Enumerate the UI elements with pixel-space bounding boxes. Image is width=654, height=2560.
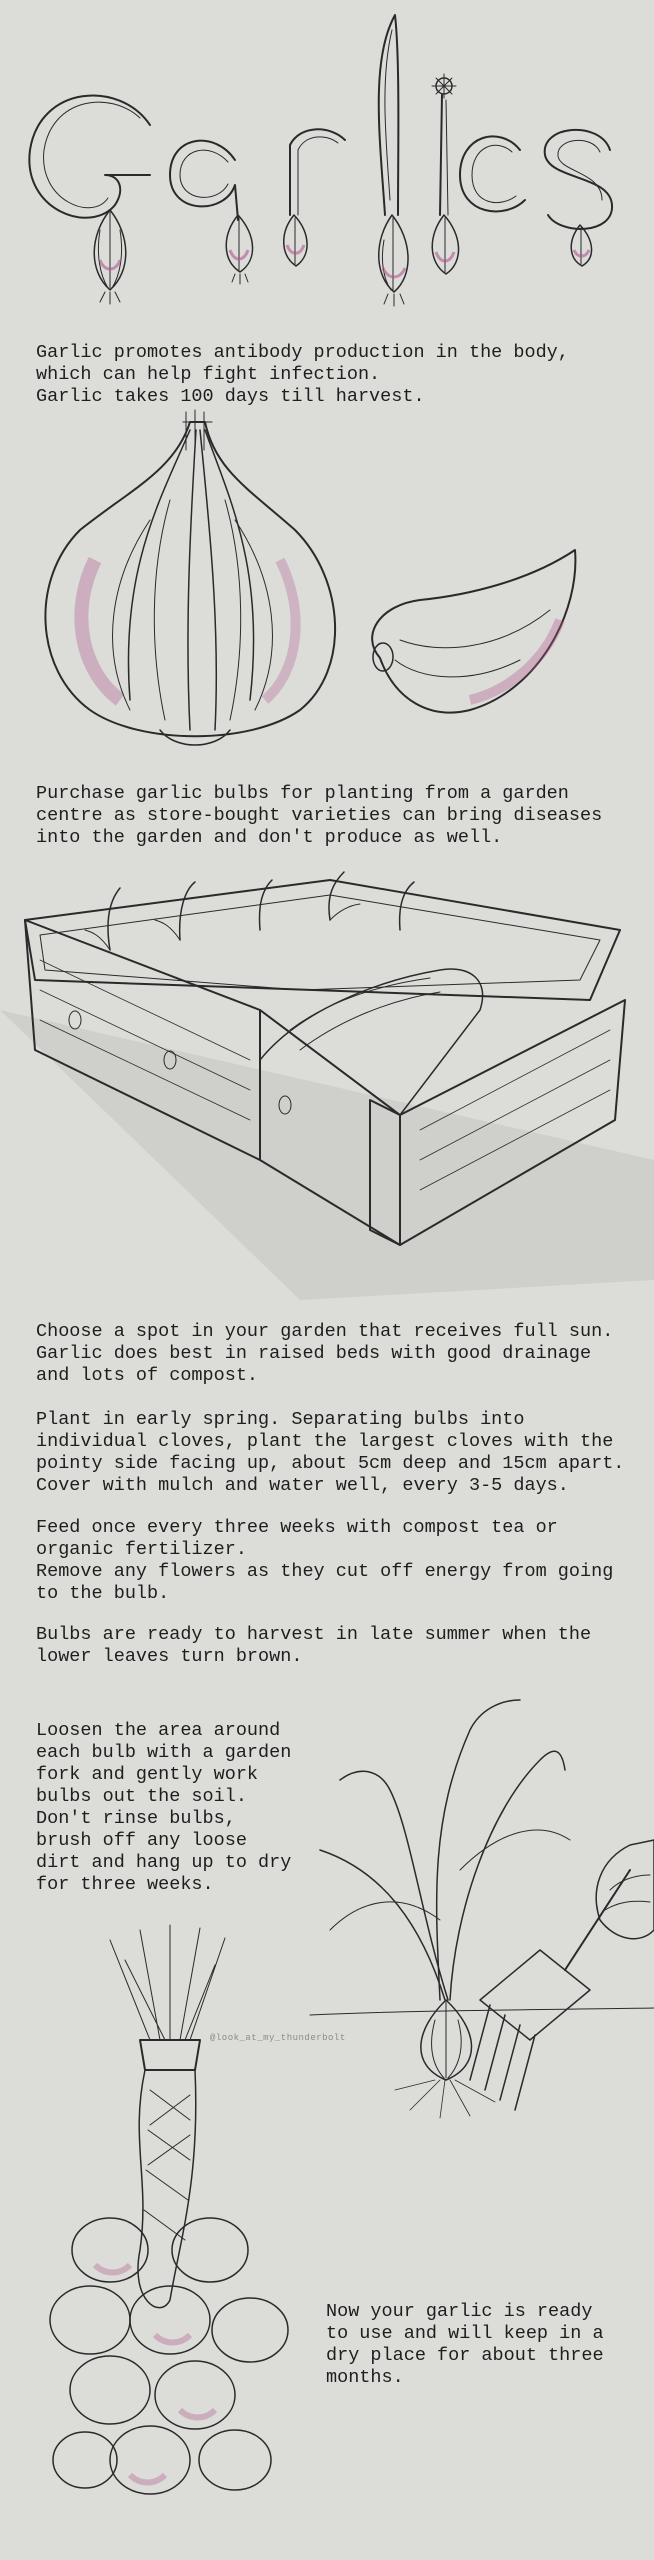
garlic-braid-illustration — [30, 1920, 350, 2540]
garlic-bulb-illustration — [0, 410, 654, 770]
loosen-text: Loosen the area around each bulb with a garden fork and gently work bulbs out the soil. Don't rinse bulbs, brush off any loose dirt and hang up to dry for three weeks. — [36, 1720, 292, 1895]
spot-text: Choose a spot in your garden that receives full sun. Garlic does best in raised beds with good drainage and lots of compost. — [36, 1321, 614, 1386]
ready-text: Now your garlic is ready to use and will keep in a dry place for about three months. — [326, 2301, 604, 2388]
artist-watermark: @look_at_my_thunderbolt — [210, 2033, 346, 2043]
harvest-text: Bulbs are ready to harvest in late summer when the lower leaves turn brown. — [36, 1624, 592, 1667]
feed-text: Feed once every three weeks with compost tea or organic fertilizer. Remove any flowers as they cut off energy from going to the bulb. — [36, 1517, 614, 1604]
harvest-fork-illustration — [300, 1670, 654, 2120]
raised-bed-illustration — [0, 860, 654, 1310]
plant-text: Plant in early spring. Separating bulbs into individual cloves, plant the largest cloves with the pointy side facing up, about 5cm deep and 15cm apart. Cover with mulch and water well, every 3-5 days. — [36, 1409, 625, 1496]
intro-text: Garlic promotes antibody production in the body, which can help fight infection. Garlic takes 100 days till harvest. — [36, 342, 569, 407]
title-lettering — [0, 0, 654, 320]
purchase-text: Purchase garlic bulbs for planting from a garden centre as store-bought varieties can bring diseases into the garden and don't produce as well. — [36, 783, 603, 848]
